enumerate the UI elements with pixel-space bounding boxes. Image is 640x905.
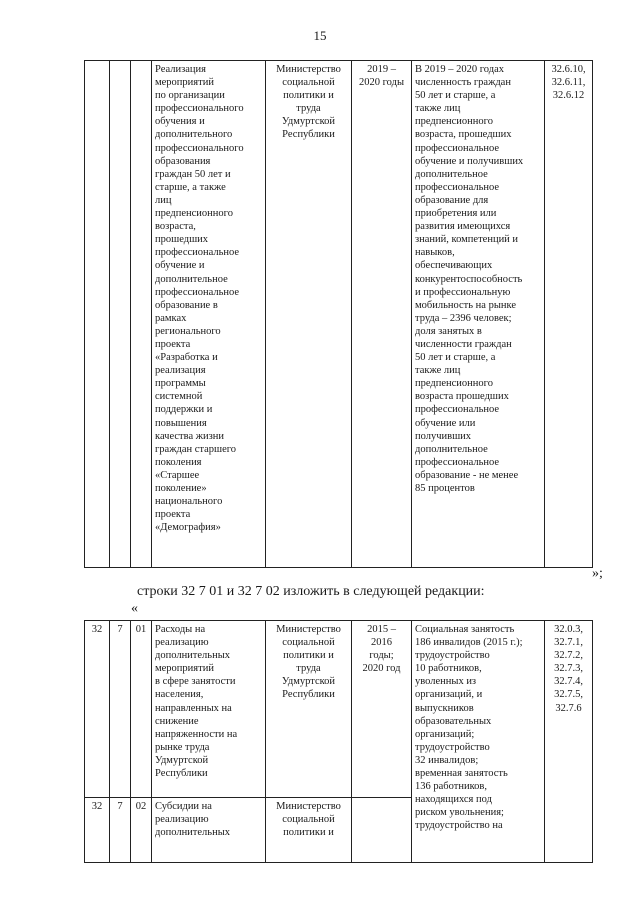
code-subprogram-cell	[110, 61, 131, 568]
program-table-new-edition	[84, 620, 593, 863]
page-number: 15	[313, 28, 327, 43]
indicator-refs-cell: 32.6.10, 32.6.11, 32.6.12	[545, 61, 593, 568]
executor-cell: Министерство социальной политики и	[266, 798, 352, 863]
period-cell: 2015 – 2016 годы; 2020 год	[352, 621, 412, 798]
program-table-continued	[84, 60, 593, 568]
closing-quote: »;	[592, 566, 603, 581]
indicator-refs-cell: 32.0.3, 32.7.1, 32.7.2, 32.7.3, 32.7.4, 32.7.5, 32.7.6	[545, 621, 593, 863]
code-measure-cell: 01	[131, 621, 152, 798]
result-cell: В 2019 – 2020 годах численность граждан 50 лет и старше, а также лиц предпенсионного возраста, прошедших профессиональное обучение и получивших дополнительное профессиональное образование для приобретения или развития имеющихся знаний, компетенций и навыков, обеспечивающих конкурентоспособность и профессиональную мобильность на рынке труда – 2396 человек; доля занятых в численности граждан 50 лет и старше, а также лиц предпенсионного возраста прошедших профессиональное обучение или получивших дополнительное профессиональное образование - не менее 85 процентов	[412, 61, 545, 568]
result-text: Социальная занятость 186 инвалидов (2015 г.); трудоустройство 10 работников, уволенных из организаций, и выпускников образовательных организаций; трудоустройство 32 инвалидов; временная занятость 136 работников, находящихся под риском увольнения; трудоустройство на	[415, 624, 523, 832]
executor-cell: Министерство социальной политики и труда Удмуртской Республики	[266, 61, 352, 568]
executor-cell: Министерство социальной политики и труда Удмуртской Республики	[266, 621, 352, 798]
code-section-cell	[85, 61, 110, 568]
period-cell	[352, 798, 412, 863]
table-row	[85, 61, 593, 568]
opening-quote: «	[131, 601, 138, 616]
table-row	[85, 621, 593, 798]
code-section-cell: 32	[85, 621, 110, 798]
result-cell	[412, 621, 545, 863]
code-measure-cell	[131, 61, 152, 568]
period-cell: 2019 – 2020 годы	[352, 61, 412, 568]
edit-instruction: строки 32 7 01 и 32 7 02 изложить в следующей редакции:	[137, 584, 485, 599]
measure-name-cell: Расходы на реализацию дополнительных мероприятий в сфере занятости населения, направленных на снижение напряженности на рынке труда Удмуртской Республики	[152, 621, 266, 798]
measure-name-cell: Субсидии на реализацию дополнительных	[152, 798, 266, 863]
measure-name-cell: Реализация мероприятий по организации профессионального обучения и дополнительного профессионального образования граждан 50 лет и старше, а также лиц предпенсионного возраста, прошедших профессиональное обучение и дополнительное профессиональное образование в рамках регионального проекта «Разработка и реализация программы системной поддержки и повышения качества жизни граждан старшего поколения «Старшее поколение» национального проекта «Демография»	[152, 61, 266, 568]
code-subprogram-cell: 7	[110, 798, 131, 863]
code-measure-cell: 02	[131, 798, 152, 863]
code-subprogram-cell: 7	[110, 621, 131, 798]
code-section-cell: 32	[85, 798, 110, 863]
